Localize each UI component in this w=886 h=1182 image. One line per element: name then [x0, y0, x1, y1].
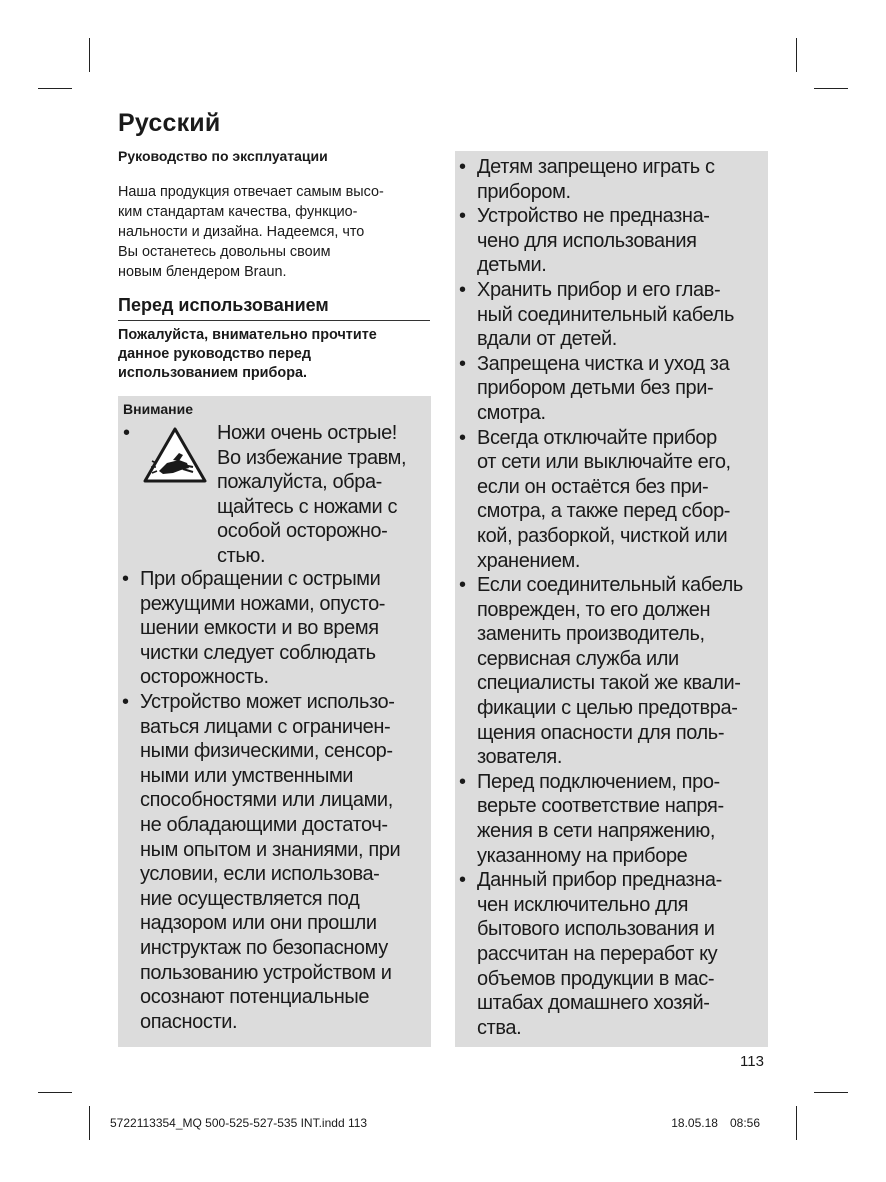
text-line: щайтесь с ножами с: [217, 495, 398, 518]
text-line: стью.: [217, 544, 266, 567]
bullet: •: [459, 869, 466, 892]
text-line: верьте соответствие напря-: [477, 795, 724, 818]
text-line: опасности.: [140, 1010, 238, 1033]
list-item: [455, 868, 767, 1040]
intro-paragraph: [118, 182, 428, 282]
bullet: •: [459, 278, 466, 301]
bullet: •: [459, 352, 466, 375]
text-line: поврежден, то его должен: [477, 598, 711, 621]
intro-line: ким стандартам качества, функцио-: [118, 204, 358, 220]
intro-line: Наша продукция отвечает самым высо-: [118, 184, 384, 200]
text-line: чистки следует соблюдать: [140, 641, 376, 664]
manual-subtitle: Руководство по эксплуатации: [118, 148, 328, 164]
text-line: осознают потенциальные: [140, 986, 370, 1009]
text-line: вдали от детей.: [477, 328, 617, 351]
crop-mark-top-left-vertical: [89, 38, 90, 72]
safety-panel: [455, 151, 768, 1047]
crop-mark-bottom-right-vertical: [796, 1106, 797, 1140]
crop-mark-top-right-horizontal: [814, 88, 848, 89]
print-timestamp: [671, 1116, 760, 1130]
text-line: фикации с целью предотвра-: [477, 697, 738, 720]
text-line: бытового использования и: [477, 918, 715, 941]
text-line: инструктаж по безопасному: [140, 936, 388, 959]
notice-line: использованием прибора.: [118, 365, 308, 381]
list-item: [118, 567, 428, 690]
text-line: сервисная служба или: [477, 647, 679, 670]
bullet: •: [459, 574, 466, 597]
text-line: зователя.: [477, 746, 563, 769]
text-line: прибором детьми без при-: [477, 377, 714, 400]
crop-mark-bottom-left-vertical: [89, 1106, 90, 1140]
notice-line: Пожалуйста, внимательно прочтите: [118, 327, 377, 343]
bullet: •: [459, 770, 466, 793]
text-line: если он остаётся без при-: [477, 475, 709, 498]
list-item: [455, 278, 767, 352]
text-line: смотра, а также перед сбор-: [477, 500, 731, 523]
crop-mark-top-right-vertical: [796, 38, 797, 72]
text-line: ными или умственными: [140, 764, 354, 787]
warning-label: Внимание: [123, 401, 193, 417]
text-line: шении емкости и во время: [140, 617, 379, 640]
text-line: пожалуйста, обра-: [217, 471, 382, 494]
text-line: режущими ножами, опусто-: [140, 592, 386, 615]
text-line: Хранить прибор и его глав-: [477, 278, 721, 301]
page-number: 113: [740, 1053, 764, 1070]
text-line: При обращении с острыми: [140, 568, 381, 590]
text-line: детьми.: [477, 254, 547, 277]
print-time: 08:56: [729, 1116, 760, 1130]
text-line: объемов продукции в мас-: [477, 967, 715, 990]
text-line: ние осуществляется под: [140, 887, 360, 910]
bullet: •: [459, 156, 466, 178]
print-date: 18.05.18: [671, 1116, 718, 1130]
crop-mark-bottom-left-horizontal: [38, 1092, 72, 1093]
list-item: [455, 426, 767, 574]
please-read-notice: [118, 326, 433, 383]
text-line: надзором или они прошли: [140, 912, 377, 935]
text-line: ными физическими, сенсор-: [140, 740, 393, 763]
text-line: ным опытом и знаниями, при: [140, 838, 401, 861]
text-line: ства.: [477, 1016, 522, 1039]
list-item: [455, 155, 767, 204]
crop-mark-bottom-right-horizontal: [814, 1092, 848, 1093]
bullet: •: [122, 690, 129, 713]
text-line: Запрещена чистка и уход за: [477, 352, 730, 375]
text-line: Устройство может использо-: [140, 690, 395, 713]
text-line: условии, если использова-: [140, 863, 380, 886]
text-line: щения опасности для поль-: [477, 721, 725, 744]
hand-blade-warning-icon: [143, 427, 207, 483]
text-line: прибором.: [477, 180, 571, 203]
text-line: рассчитан на переработ ку: [477, 943, 718, 965]
section-heading: Перед использованием: [118, 295, 430, 321]
warning-panel: [118, 396, 431, 1047]
bullet: •: [459, 426, 466, 449]
bullet: •: [123, 422, 130, 444]
text-line: ный соединительный кабель: [477, 303, 734, 326]
bullet: •: [122, 568, 129, 590]
crop-mark-top-left-horizontal: [38, 88, 72, 89]
text-line: Ножи очень острые!: [217, 422, 397, 444]
text-line: заменить производитель,: [477, 623, 705, 646]
list-item: [455, 204, 767, 278]
notice-line: данное руководство перед: [118, 346, 312, 362]
list-item: [455, 770, 767, 868]
warning-list: [118, 567, 428, 1034]
bullet: •: [459, 205, 466, 228]
text-line: ваться лицами с ограничен-: [140, 715, 391, 738]
list-item: [118, 690, 428, 1034]
page-title: Русский: [118, 109, 221, 137]
list-item: [455, 352, 767, 426]
text-line: хранением.: [477, 549, 581, 572]
text-line: Всегда отключайте прибор: [477, 426, 717, 449]
text-line: жения в сети напряжению,: [477, 820, 716, 843]
warning-item-blades-text: [217, 421, 427, 569]
intro-line: новым блендером Braun.: [118, 264, 287, 280]
intro-line: Вы останетесь довольны своим: [118, 244, 331, 260]
text-line: осторожность.: [140, 666, 269, 689]
text-line: кой, разборкой, чисткой или: [477, 524, 728, 547]
text-line: способностями или лицами,: [140, 789, 393, 812]
safety-list: [455, 155, 767, 1040]
text-line: чено для использования: [477, 229, 697, 252]
text-line: Детям запрещено играть с: [477, 156, 715, 178]
text-line: не обладающими достаточ-: [140, 813, 388, 836]
text-line: Устройство не предназна-: [477, 205, 710, 228]
text-line: смотра.: [477, 401, 546, 424]
intro-line: нальности и дизайна. Надеемся, что: [118, 224, 365, 240]
text-line: Если соединительный кабель: [477, 574, 743, 597]
text-line: Данный прибор предназна-: [477, 869, 722, 892]
text-line: Перед подключением, про-: [477, 770, 720, 793]
text-line: от сети или выключайте его,: [477, 451, 731, 474]
text-line: чен исключительно для: [477, 893, 689, 916]
file-info: 5722113354_MQ 500-525-527-535 INT.indd 113: [110, 1116, 368, 1130]
text-line: специалисты такой же квали-: [477, 672, 741, 695]
text-line: особой осторожно-: [217, 520, 388, 543]
text-line: пользованию устройством и: [140, 961, 392, 984]
list-item: [455, 573, 767, 770]
text-line: штабах домашнего хозяй-: [477, 992, 710, 1015]
text-line: указанному на приборе: [477, 844, 688, 867]
text-line: Во избежание травм,: [217, 446, 407, 469]
